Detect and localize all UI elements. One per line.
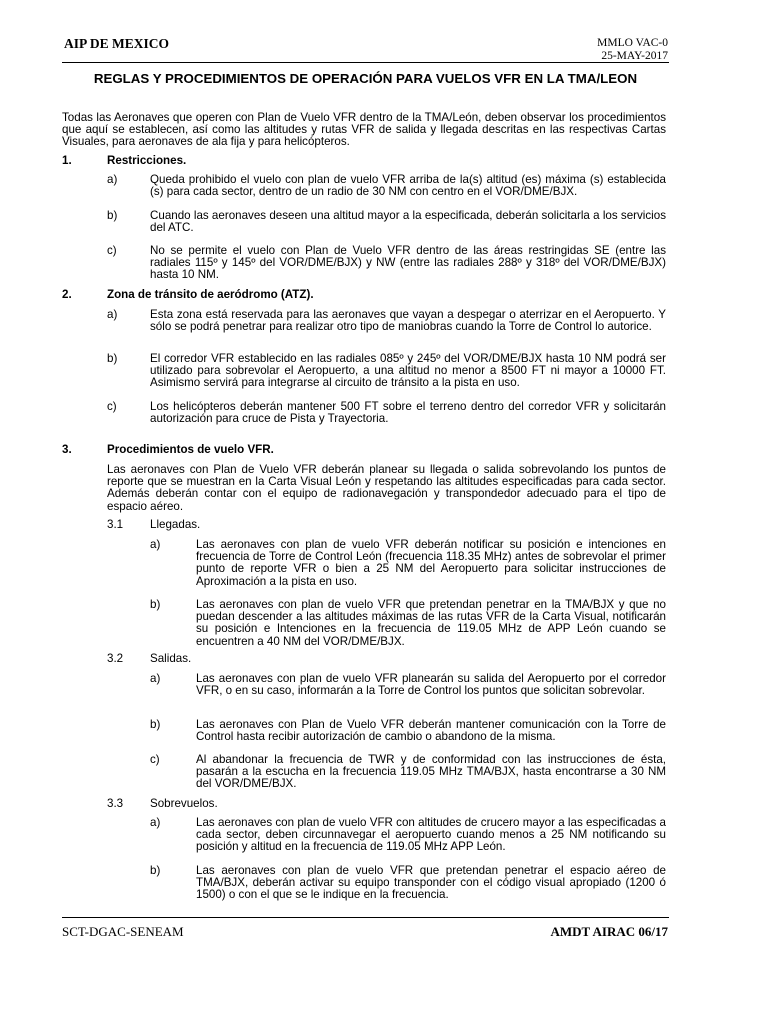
footer-amendment: AMDT AIRAC 06/17 xyxy=(550,924,668,939)
s1-c-label: c) xyxy=(107,244,117,257)
s32-a-text: Las aeronaves con plan de vuelo VFR planearán su salida del Aeropuerto por el corredor VFR, o en su caso, informarán a la Torre de Control los puntos que solicitan sobrevolar. xyxy=(196,672,666,698)
s31-a-label: a) xyxy=(150,538,161,551)
s31-b-text: Las aeronaves con plan de vuelo VFR que pretendan penetrar en la TMA/BJX y que no puedan descender a las altitudes máximas de las rutas VFR de la Carta Visual, notificarán su posición e Intenciones en la frecuencia de 119.05 MHz de APP León cuando se encuentren a 40 NM del VOR/DME/BJX. xyxy=(196,598,666,648)
s1-c-text: No se permite el vuelo con Plan de Vuelo VFR dentro de las áreas restringidas SE (entre las radiales 115º y 145º del VOR/DME/BJX) y NW (entre las radiales 288º y 318º del VOR/DME/BJX) hasta 10 NM. xyxy=(150,244,666,282)
footer-rule xyxy=(62,917,669,918)
s33-a-text: Las aeronaves con plan de vuelo VFR con altitudes de crucero mayor a las especificadas a cada sector, deben circunnavegar el aeropuerto cuando menos a 25 NM notificando su posición y altitud en la frecuencia de 119.05 MHz APP León. xyxy=(196,816,666,854)
s31-a-text: Las aeronaves con plan de vuelo VFR deberán notificar su posición e intenciones en frecuencia de Torre de Control León (frecuencia 118.35 MHz) antes de sobrevolar el primer punto de reporte VFR o bien a 25 NM del Aeropuerto para solicitar instrucciones de Aproximación a la pista en uso. xyxy=(196,538,666,588)
s2-b-label: b) xyxy=(107,352,118,365)
s2-c-label: c) xyxy=(107,400,117,413)
s2-b-text: El corredor VFR establecido en las radiales 085º y 245º del VOR/DME/BJX hasta 10 NM podrá ser utilizado para sobrevolar el Aeropuerto, a una altitud no menor a 8500 FT ni mayor a 10000 FT. Asimismo servirá para integrarse al circuito de tránsito a la pista en uso. xyxy=(150,352,666,390)
s32-number: 3.2 xyxy=(107,652,124,665)
s2-c-text: Los helicópteros deberán mantener 500 FT sobre el terreno dentro del corredor VFR y solicitarán autorización para cruce de Pista y Trayectoria. xyxy=(150,400,666,426)
s33-number: 3.3 xyxy=(107,797,124,810)
header-reference xyxy=(597,37,668,63)
footer-agency: SCT-DGAC-SENEAM xyxy=(62,924,184,939)
s31-title: Llegadas. xyxy=(150,518,201,531)
section-1-number: 1. xyxy=(62,154,72,167)
page-title: REGLAS Y PROCEDIMIENTOS DE OPERACIÓN PARA VUELOS VFR EN LA TMA/LEON xyxy=(93,71,638,86)
section-3-number: 3. xyxy=(62,443,72,456)
s33-b-label: b) xyxy=(150,864,161,877)
header-date: 25-MAY-2017 xyxy=(601,50,668,62)
s3-intro-paragraph: Las aeronaves con Plan de Vuelo VFR deberán planear su llegada o salida sobrevolando los puntos de reporte que se muestran en la Carta Visual León y respetando las altitudes especificadas para cada sector. Además deberán contar con el equipo de radionavegación y transpondedor adecuado para el tipo de espacio aéreo. xyxy=(107,463,666,513)
section-1-title: Restricciones. xyxy=(107,154,187,167)
s32-b-label: b) xyxy=(150,718,161,731)
s33-b-text: Las aeronaves con plan de vuelo VFR que pretendan penetrar el espacio aéreo de TMA/BJX, deberán activar su equipo transponder con el código visual apropiado (1200 ó 1500) o con el que se le indique en la frecuencia. xyxy=(196,864,666,902)
s33-a-label: a) xyxy=(150,816,161,829)
s31-b-label: b) xyxy=(150,598,161,611)
header-code: MMLO VAC-0 xyxy=(597,37,668,49)
s1-b-text: Cuando las aeronaves deseen una altitud mayor a la especificada, deberán solicitarla a los servicios del ATC. xyxy=(150,209,666,235)
s2-a-text: Esta zona está reservada para las aeronaves que vayan a despegar o aterrizar en el Aeropuerto. Y sólo se podrá penetrar para realizar otro tipo de maniobras cuando la Torre de Control lo autorice. xyxy=(150,308,666,334)
section-2-number: 2. xyxy=(62,288,72,301)
intro-paragraph: Todas las Aeronaves que operen con Plan de Vuelo VFR dentro de la TMA/León, deben observar los procedimientos que aquí se establecen, así como las altitudes y rutas VFR de salida y llegada descritas en las respectivas Cartas Visuales, para aeronaves de ala fija y para helicópteros. xyxy=(62,111,666,149)
header-rule xyxy=(62,62,669,63)
section-3-title: Procedimientos de vuelo VFR. xyxy=(107,443,274,456)
s1-a-text: Queda prohibido el vuelo con plan de vuelo VFR arriba de la(s) altitud (es) máxima (s) establecida (s) para cada sector, dentro de un radio de 30 NM con centro en el VOR/DME/BJX. xyxy=(150,173,666,199)
s1-a-label: a) xyxy=(107,173,118,186)
s32-title: Salidas. xyxy=(150,652,192,665)
s1-b-label: b) xyxy=(107,209,118,222)
s32-c-text: Al abandonar la frecuencia de TWR y de conformidad con las instrucciones de ésta, pasarán a la escucha en la frecuencia 119.05 MHz TMA/BJX, hasta encontrarse a 30 NM del VOR/DME/BJX. xyxy=(196,753,666,791)
s32-a-label: a) xyxy=(150,672,161,685)
header-publication: AIP DE MEXICO xyxy=(64,36,170,51)
s32-b-text: Las aeronaves con Plan de Vuelo VFR deberán mantener comunicación con la Torre de Control hasta recibir autorización de cambio o abandono de la misma. xyxy=(196,718,666,744)
s32-c-label: c) xyxy=(150,753,160,766)
s2-a-label: a) xyxy=(107,308,118,321)
s33-title: Sobrevuelos. xyxy=(150,797,218,810)
s31-number: 3.1 xyxy=(107,518,124,531)
section-2-title: Zona de tránsito de aeródromo (ATZ). xyxy=(107,288,314,301)
